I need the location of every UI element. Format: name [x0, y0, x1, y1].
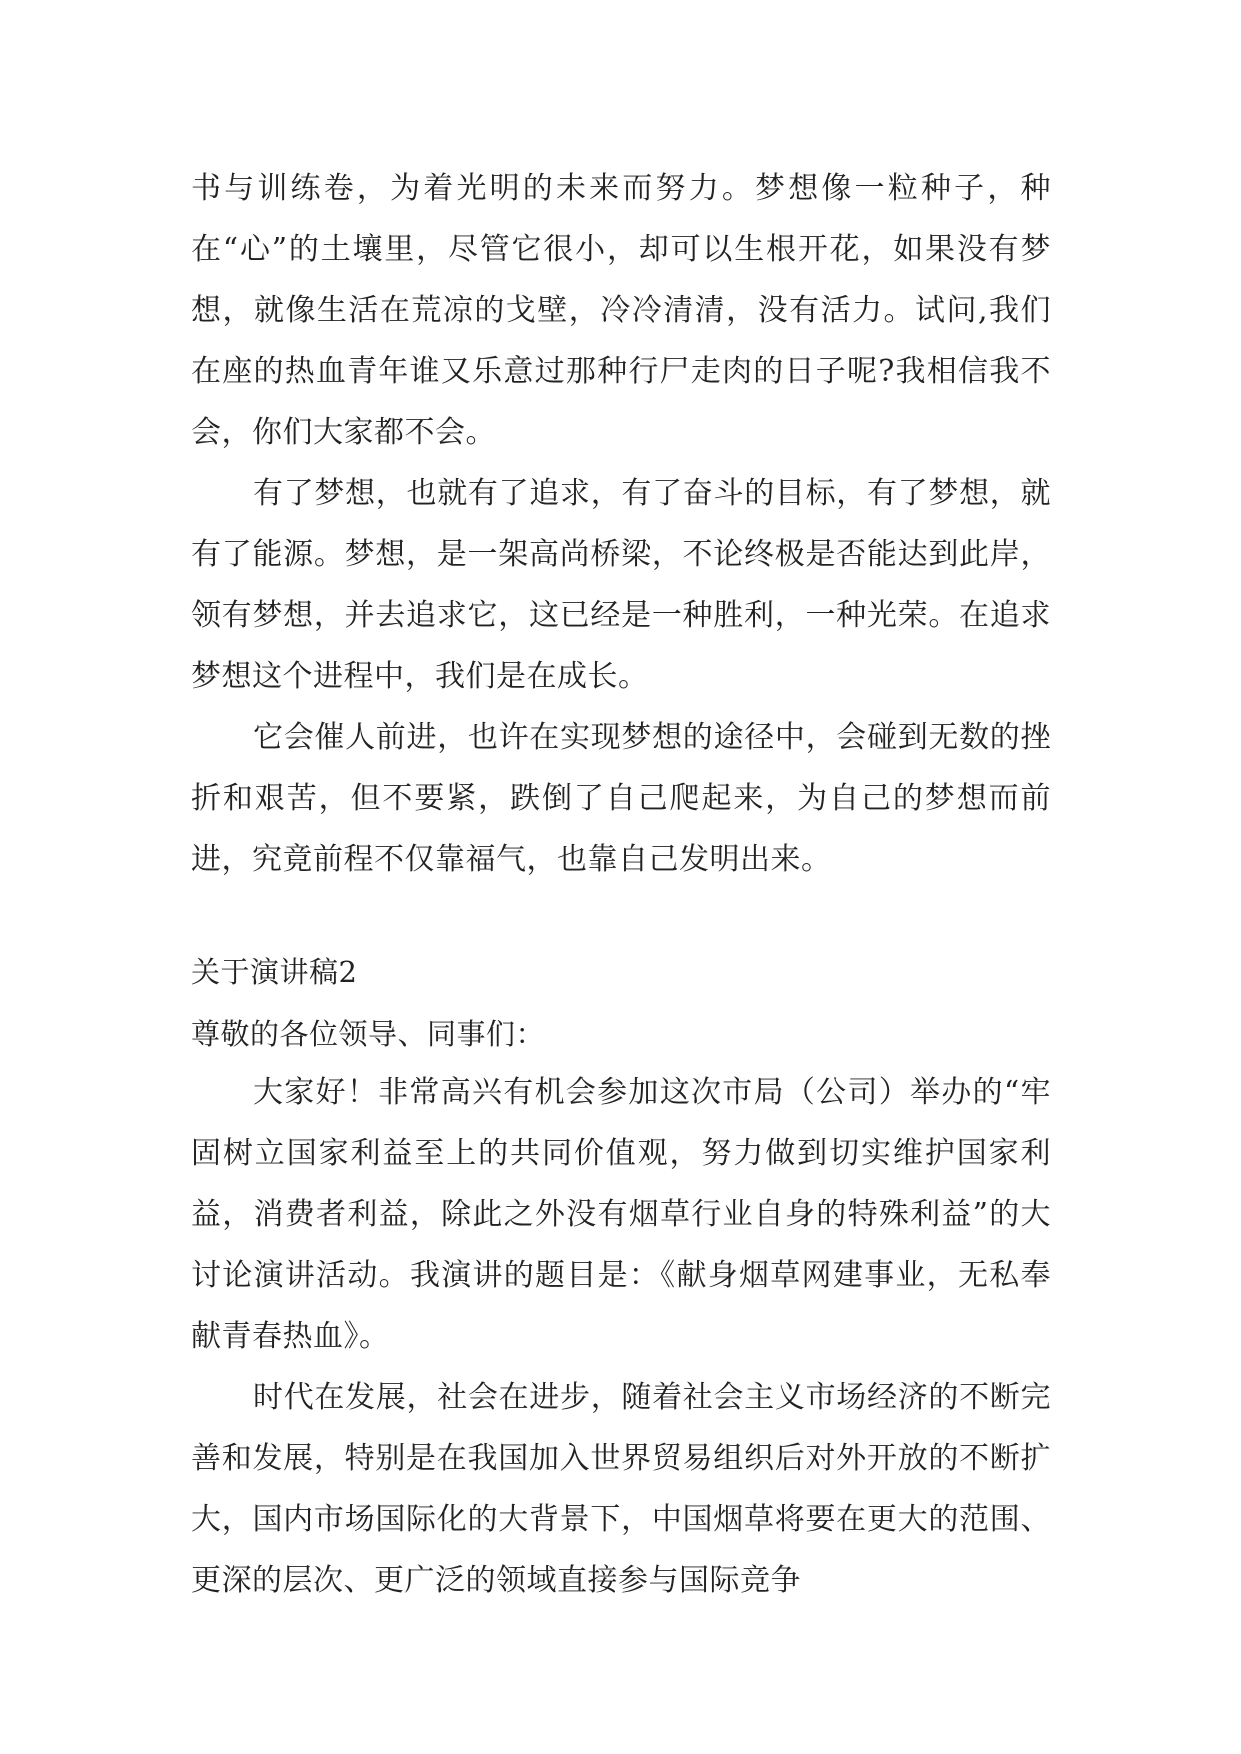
document-page: [191, 158, 1051, 1611]
paragraph-3: 它会催人前进，也许在实现梦想的途径中，会碰到无数的挫折和艰苦，但不要紧，跌倒了自己爬起来，为自己的梦想而前进，究竟前程不仅靠福气，也靠自己发明出来。: [191, 720, 1051, 877]
section-title: 关于演讲稿2: [191, 955, 358, 989]
paragraph-1: 书与训练卷，为着光明的未来而努力。梦想像一粒种子，种在“心”的土壤里，尽管它很小，却可以生根开花，如果没有梦想，就像生活在荒凉的戈壁，冷冷清清，没有活力。试问,我们在座的热血青年谁又乐意过那种行尸走肉的日子呢?我相信我不会，你们大家都不会。: [191, 171, 1051, 450]
paragraph-5: 时代在发展，社会在进步，随着社会主义市场经济的不断完善和发展，特别是在我国加入世界贸易组织后对外开放的不断扩大，国内市场国际化的大背景下，中国烟草将要在更大的范围、更深的层次、更广泛的领域直接参与国际竞争: [191, 1380, 1051, 1598]
paragraph-2: 有了梦想，也就有了追求，有了奋斗的目标，有了梦想，就有了能源。梦想，是一架高尚桥梁，不论终极是否能达到此岸，领有梦想，并去追求它，这已经是一种胜利，一种光荣。在追求梦想这个进程中，我们是在成长。: [191, 476, 1051, 694]
paragraph-4: 大家好！非常高兴有机会参加这次市局（公司）举办的“牢固树立国家利益至上的共同价值观，努力做到切实维护国家利益，消费者利益，除此之外没有烟草行业自身的特殊利益”的大讨论演讲活动。我演讲的题目是：《献身烟草网建事业，无私奉献青春热血》。: [191, 1075, 1051, 1354]
salutation: 尊敬的各位领导、同事们：: [191, 1017, 546, 1051]
